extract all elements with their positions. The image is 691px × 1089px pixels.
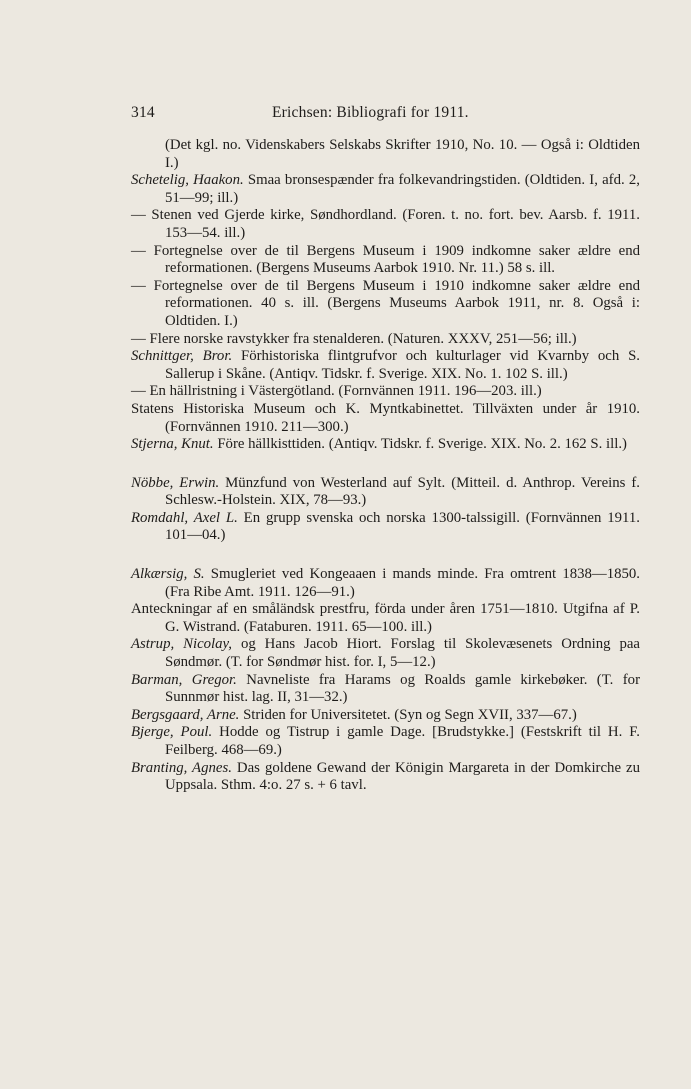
entry-author: Alkærsig, S.: [131, 566, 205, 583]
bib-entry: [131, 510, 640, 545]
bib-entry: [131, 475, 640, 510]
bib-entry: [131, 672, 640, 707]
bib-entry: [131, 331, 640, 349]
bib-entry: [131, 566, 640, 601]
section-prehistory: [131, 137, 640, 454]
entry-text: — Fortegnelse over de til Bergens Museum i 1910 indkomne saker ældre end reformationen. 40 s. ill. (Bergens Museums Aarbok 1911, nr. 8. Også i: Oldtiden. I.): [131, 277, 640, 329]
entry-author: Schetelig, Haakon.: [131, 172, 244, 189]
entry-text: — Fortegnelse over de til Bergens Museum i 1909 indkomne saker ældre end reformationen. (Bergens Museums Aarbok 1910. Nr. 11.) 58 s. ill.: [131, 242, 640, 277]
entry-text: Före hällkisttiden. (Antiqv. Tidskr. f. Sverige. XIX. No. 2. 162 S. ill.): [213, 436, 627, 453]
bibliography-body: [131, 137, 640, 795]
bib-entry: [131, 243, 640, 278]
bib-entry: [131, 172, 640, 207]
entry-text: Anteckningar af en småländsk prestfru, förda under åren 1751—1810. Utgifna af P. G. Wistrand. (Fataburen. 1911. 65—100. ill.): [131, 601, 640, 635]
entry-text: Hodde og Tistrup i gamle Dage. [Brudstykke.] (Festskrift til H. F. Feilberg. 468—69.): [165, 724, 640, 758]
bib-entry: [131, 760, 640, 795]
entry-text: Smugleriet ved Kongeaaen i mands minde. Fra omtrent 1838—1850. (Fra Ribe Amt. 1911. 126—91.): [165, 566, 641, 600]
entry-text: Striden for Universitetet. (Syn og Segn XVII, 337—67.): [239, 706, 577, 723]
section-gap: [131, 545, 640, 566]
entry-text: — Stenen ved Gjerde kirke, Søndhordland. (Foren. t. no. fort. bev. Aarsb. f. 1911. 153—54. ill.): [131, 207, 640, 241]
entry-text: Smaa bronsespænder fra folkevandringstiden. (Oldtiden. I, afd. 2, 51—99; ill.): [165, 172, 640, 206]
bib-entry: [131, 724, 640, 759]
bib-entry: [131, 207, 640, 242]
bib-entry: [131, 383, 640, 401]
entry-text: — En hällristning i Västergötland. (Fornvännen 1911. 196—203. ill.): [131, 383, 542, 400]
entry-text: En grupp svenska och norska 1300-talssigill. (Fornvännen 1911. 101—04.): [165, 509, 640, 544]
section-numismatics: [131, 475, 640, 545]
bib-entry: [131, 707, 640, 725]
entry-author: Barman, Gregor.: [131, 671, 237, 688]
section-history: [131, 566, 640, 795]
entry-author: Astrup, Nicolay,: [131, 636, 233, 653]
entry-text: Förhistoriska flintgrufvor och kulturlager vid Kvarnby och S. Sallerup i Skåne. (Antiqv. Tidskr. f. Sverige. XIX. No. 1. 102 S. ill.): [165, 348, 640, 382]
entry-text: — Flere norske ravstykker fra stenalderen. (Naturen. XXXV, 251—56; ill.): [131, 330, 577, 347]
bib-entry: [131, 401, 640, 436]
entry-author: Romdahl, Axel L.: [131, 509, 238, 526]
bib-entry: [131, 636, 640, 671]
entry-text: Navneliste fra Harams og Roalds gamle kirkebøker. (T. for Sunnmør hist. lag. II, 31—32.): [165, 671, 641, 706]
bib-entry: [131, 137, 640, 172]
bib-entry: [131, 601, 640, 636]
entry-text: (Det kgl. no. Videnskabers Selskabs Skrifter 1910, No. 10. — Også i: Oldtiden I.): [165, 137, 640, 171]
entry-author: Nöbbe, Erwin.: [131, 474, 220, 491]
entry-text: Münzfund von Westerland auf Sylt. (Mitteil. d. Anthrop. Vereins f. Schlesw.-Holstein. XIX, 78—93.): [165, 474, 641, 509]
entry-author: Bjerge, Poul.: [131, 724, 213, 741]
page-number: 314: [131, 104, 155, 121]
entry-text: og Hans Jacob Hiort. Forslag til Skolevæsenets Ordning paa Søndmør. (T. for Søndmør hist. for. I, 5—12.): [165, 636, 640, 671]
entry-text: Das goldene Gewand der Königin Margareta in der Domkirche zu Uppsala. Sthm. 4:o. 27 s. + 6 tavl.: [165, 759, 640, 794]
running-title: Erichsen: Bibliografi for 1911.: [272, 104, 469, 121]
entry-author: Stjerna, Knut.: [131, 436, 214, 453]
bib-entry: [131, 278, 640, 331]
entry-author: Bergsgaard, Arne.: [131, 706, 240, 723]
entry-author: Schnittger, Bror.: [131, 348, 233, 365]
bib-entry: [131, 436, 640, 454]
entry-text: Statens Historiska Museum och K. Myntkabinettet. Tillväxten under år 1910. (Fornvännen 1910. 211—300.): [131, 400, 640, 435]
section-gap: [131, 454, 640, 475]
bib-entry: [131, 348, 640, 383]
entry-author: Branting, Agnes.: [131, 759, 232, 776]
